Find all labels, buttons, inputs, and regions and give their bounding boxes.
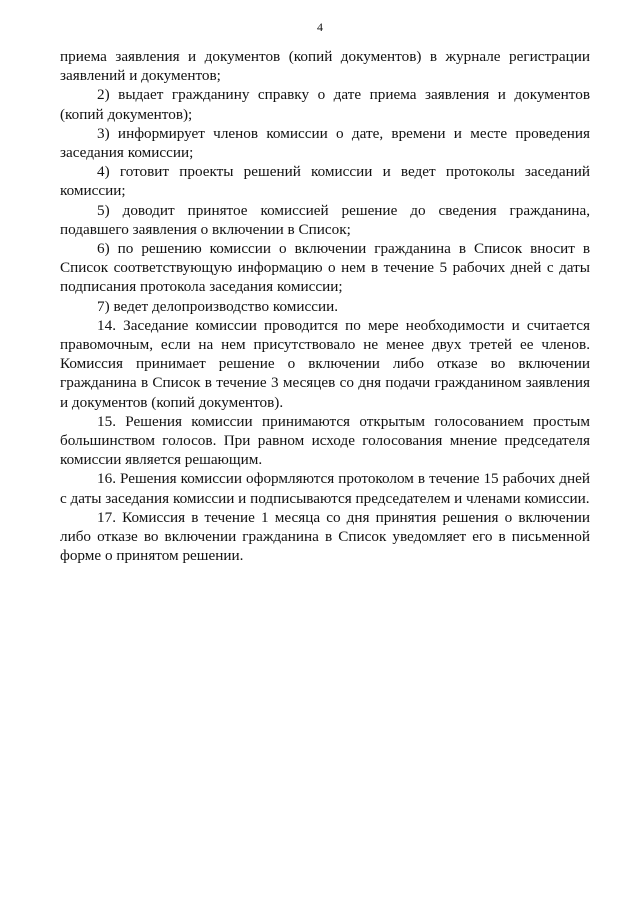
list-item-4: 4) готовит проекты решений комиссии и ведет протоколы заседаний комиссии; xyxy=(60,163,590,200)
list-item-2: 2) выдает гражданину справку о дате приема заявления и документов (копий документов); xyxy=(60,86,590,123)
clause-14: 14. Заседание комиссии проводится по мере необходимости и считается правомочным, если на нем присутствовало не менее двух третей ее членов. Комиссия принимает решение о включении либо отказе во включении гражданина в Список в течение 3 месяцев со дня подачи гражданином заявления и документов (копий документов). xyxy=(60,316,590,411)
clause-17: 17. Комиссия в течение 1 месяца со дня принятия решения о включении либо отказе во включении гражданина в Список уведомляет его в письменной форме о принятом решении. xyxy=(60,508,590,565)
page-number: 4 xyxy=(317,20,323,34)
paragraph-continuation: приема заявления и документов (копий документов) в журнале регистрации заявлений и документов; xyxy=(60,48,590,85)
clause-16: 16. Решения комиссии оформляются протоколом в течение 15 рабочих дней с даты заседания комиссии и подписываются председателем и членами комиссии. xyxy=(60,470,590,507)
document-body xyxy=(60,47,590,565)
list-item-6: 6) по решению комиссии о включении гражданина в Список вносит в Список соответствующую информацию о нем в течение 5 рабочих дней с даты подписания протокола заседания комиссии; xyxy=(60,240,590,296)
list-item-5: 5) доводит принятое комиссией решение до сведения гражданина, подавшего заявления о включении в Список; xyxy=(60,201,590,238)
list-item-7: 7) ведет делопроизводство комиссии. xyxy=(97,297,339,315)
list-item-3: 3) информирует членов комиссии о дате, времени и месте проведения заседания комиссии; xyxy=(60,124,590,162)
clause-15: 15. Решения комиссии принимаются открытым голосованием простым большинством голосов. При равном исходе голосования мнение председателя комиссии является решающим. xyxy=(60,412,590,469)
